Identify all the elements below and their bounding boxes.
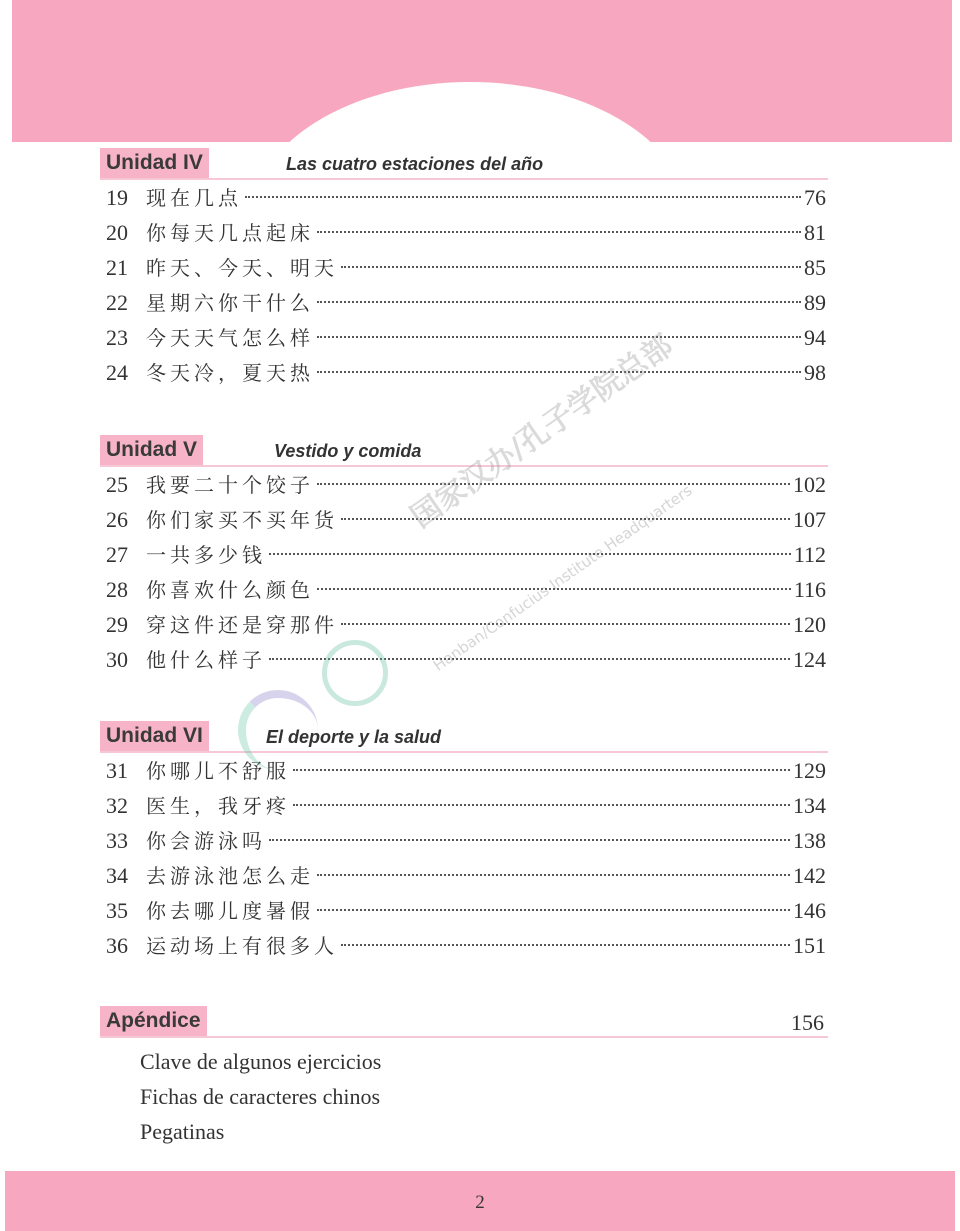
toc-entry[interactable] bbox=[100, 215, 828, 250]
toc-entry[interactable] bbox=[100, 250, 828, 285]
lesson-title: 你去哪儿度暑假 bbox=[146, 899, 314, 923]
dot-leader bbox=[341, 943, 790, 946]
page-ref: 107 bbox=[793, 507, 826, 532]
dot-leader bbox=[269, 838, 790, 841]
dot-leader bbox=[317, 587, 791, 590]
lesson-list bbox=[100, 467, 828, 677]
lesson-number: 26 bbox=[106, 507, 128, 532]
toc-entry[interactable] bbox=[100, 285, 828, 320]
lesson-list bbox=[100, 180, 828, 390]
page-ref: 94 bbox=[804, 325, 826, 350]
unit-section-iv bbox=[100, 148, 828, 390]
dot-leader bbox=[317, 230, 801, 233]
dot-leader bbox=[317, 300, 801, 303]
dot-leader bbox=[245, 195, 801, 198]
page-ref: 98 bbox=[804, 360, 826, 385]
toc-entry[interactable] bbox=[100, 320, 828, 355]
unit-label: Unidad IV bbox=[100, 148, 209, 178]
appendix-item[interactable]: Clave de algunos ejercicios bbox=[140, 1049, 382, 1074]
dot-leader bbox=[341, 622, 790, 625]
watermark-text: 国家汉办/孔子学院总部 bbox=[404, 328, 680, 536]
lesson-number: 30 bbox=[106, 647, 128, 672]
dot-leader bbox=[317, 873, 790, 876]
page-ref: 81 bbox=[804, 220, 826, 245]
lesson-number: 20 bbox=[106, 220, 128, 245]
lesson-list bbox=[100, 753, 828, 963]
lesson-number: 32 bbox=[106, 793, 128, 818]
lesson-title: 医生，我牙疼 bbox=[146, 794, 290, 818]
lesson-title: 他什么样子 bbox=[146, 648, 266, 672]
dot-leader bbox=[317, 335, 801, 338]
unit-title: Vestido y comida bbox=[274, 441, 422, 461]
dot-leader bbox=[317, 482, 790, 485]
unit-header bbox=[100, 721, 828, 753]
toc-entry[interactable] bbox=[100, 607, 828, 642]
page-ref: 151 bbox=[793, 933, 826, 958]
page-ref: 112 bbox=[793, 542, 826, 567]
dot-leader bbox=[293, 803, 790, 806]
page-ref: 124 bbox=[793, 647, 826, 672]
lesson-title: 星期六你干什么 bbox=[146, 291, 314, 315]
lesson-number: 34 bbox=[106, 863, 128, 888]
lesson-title: 我要二十个饺子 bbox=[146, 473, 314, 497]
lesson-number: 21 bbox=[106, 255, 128, 280]
lesson-number: 36 bbox=[106, 933, 128, 958]
page-ref: 142 bbox=[793, 863, 826, 888]
lesson-title: 现在几点 bbox=[146, 186, 242, 210]
page-ref: 102 bbox=[793, 472, 826, 497]
page-number: 2 bbox=[475, 1192, 485, 1213]
page-ref: 120 bbox=[793, 612, 826, 637]
unit-label: Unidad VI bbox=[100, 721, 209, 751]
toc-entry[interactable] bbox=[100, 642, 828, 677]
lesson-title: 穿这件还是穿那件 bbox=[146, 613, 338, 637]
dot-leader bbox=[317, 908, 790, 911]
lesson-title: 你哪儿不舒服 bbox=[146, 759, 290, 783]
page-ref: 116 bbox=[793, 577, 826, 602]
unit-header bbox=[100, 435, 828, 467]
watermark-subtext: Hanban/Confucius Institute Headquarters bbox=[430, 481, 696, 675]
toc-entry[interactable] bbox=[100, 823, 828, 858]
page-ref: 89 bbox=[804, 290, 826, 315]
lesson-title: 冬天冷，夏天热 bbox=[146, 361, 314, 385]
lesson-number: 31 bbox=[106, 758, 128, 783]
toc-entry[interactable] bbox=[100, 928, 828, 963]
lesson-number: 19 bbox=[106, 185, 128, 210]
lesson-number: 28 bbox=[106, 577, 128, 602]
dot-leader bbox=[341, 265, 801, 268]
appendix-item[interactable]: Fichas de caracteres chinos bbox=[140, 1084, 381, 1109]
dot-leader bbox=[293, 768, 790, 771]
lesson-title: 运动场上有很多人 bbox=[146, 934, 338, 958]
page-ref: 76 bbox=[804, 185, 826, 210]
lesson-number: 33 bbox=[106, 828, 128, 853]
lesson-title: 一共多少钱 bbox=[146, 543, 266, 567]
page-ref: 134 bbox=[793, 793, 826, 818]
toc-entry[interactable] bbox=[100, 572, 828, 607]
lesson-title: 你会游泳吗 bbox=[146, 829, 266, 853]
page-ref: 85 bbox=[804, 255, 826, 280]
lesson-number: 29 bbox=[106, 612, 128, 637]
unit-label: Unidad V bbox=[100, 435, 203, 465]
lesson-title: 你每天几点起床 bbox=[146, 221, 314, 245]
appendix-header[interactable] bbox=[100, 1006, 828, 1038]
lesson-title: 今天天气怎么样 bbox=[146, 326, 314, 350]
lesson-number: 25 bbox=[106, 472, 128, 497]
toc-entry[interactable] bbox=[100, 467, 828, 502]
page-ref: 129 bbox=[793, 758, 826, 783]
toc-entry[interactable] bbox=[100, 858, 828, 893]
lesson-number: 22 bbox=[106, 290, 128, 315]
toc-entry[interactable] bbox=[100, 355, 828, 390]
dot-leader bbox=[341, 517, 790, 520]
unit-title: El deporte y la salud bbox=[266, 727, 442, 747]
appendix-label: Apéndice bbox=[100, 1006, 207, 1036]
toc-entry[interactable] bbox=[100, 180, 828, 215]
lesson-number: 27 bbox=[106, 542, 128, 567]
toc-entry[interactable] bbox=[100, 502, 828, 537]
lesson-title: 你们家买不买年货 bbox=[146, 508, 338, 532]
toc-entry[interactable] bbox=[100, 537, 828, 572]
page-ref: 146 bbox=[793, 898, 826, 923]
unit-title: Las cuatro estaciones del año bbox=[286, 154, 544, 174]
unit-section-vi bbox=[100, 721, 828, 963]
unit-header bbox=[100, 148, 828, 180]
toc-entry[interactable] bbox=[100, 788, 828, 823]
lesson-number: 35 bbox=[106, 898, 128, 923]
page-ref: 138 bbox=[793, 828, 826, 853]
toc-entry[interactable] bbox=[100, 893, 828, 928]
unit-section-v bbox=[100, 435, 828, 677]
appendix-list bbox=[100, 1038, 828, 1149]
dot-leader bbox=[269, 552, 791, 555]
lesson-number: 23 bbox=[106, 325, 128, 350]
dot-leader bbox=[317, 370, 801, 373]
lesson-number: 24 bbox=[106, 360, 128, 385]
appendix-item[interactable]: Pegatinas bbox=[140, 1119, 225, 1144]
toc-entry[interactable] bbox=[100, 753, 828, 788]
dot-leader bbox=[269, 657, 790, 660]
lesson-title: 你喜欢什么颜色 bbox=[146, 578, 314, 602]
appendix-page-ref: 156 bbox=[791, 1010, 824, 1035]
appendix-section bbox=[100, 1006, 828, 1149]
lesson-title: 去游泳池怎么走 bbox=[146, 864, 314, 888]
lesson-title: 昨天、今天、明天 bbox=[146, 256, 338, 280]
